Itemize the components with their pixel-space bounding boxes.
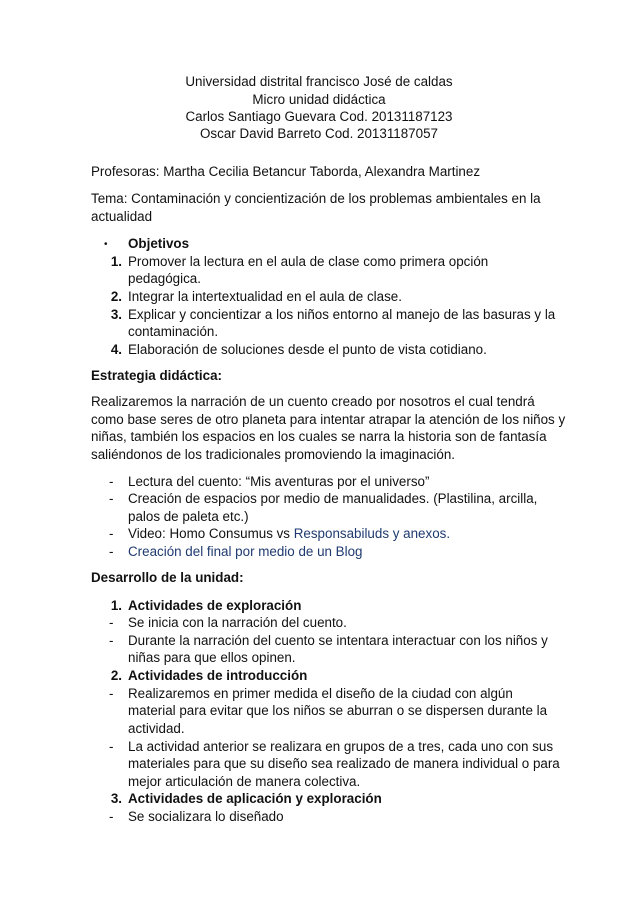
dash-marker: - — [109, 739, 114, 754]
objetivo-number: 3. — [110, 307, 122, 322]
section-3-title: Actividades de aplicación y exploración — [128, 791, 382, 806]
sec1-item-1: Se inicia con la narración del cuento. — [128, 615, 347, 630]
sec2-item-1-line-3: actividad. — [128, 721, 185, 736]
dash-marker: - — [109, 491, 114, 506]
sec2-item-2-line-3: mejor articulación de manera colectiva. — [128, 774, 361, 789]
estrategia-item-2-line-1: Creación de espacios por medio de manualidades. (Plastilina, arcilla, — [128, 491, 538, 506]
header-author-2: Oscar David Barreto Cod. 20131187057 — [200, 126, 438, 141]
estrategia-item-3-text: Video: Homo Consumus vs — [128, 526, 294, 541]
estrategia-item-3-link-text: Responsabiluds y anexos. — [293, 526, 451, 541]
dash-marker: - — [109, 474, 114, 489]
estrategia-heading: Estrategia didáctica: — [91, 368, 222, 383]
header-author-1: Carlos Santiago Guevara Cod. 20131187123 — [185, 109, 453, 124]
objetivo-number: 2. — [110, 289, 122, 304]
estrategia-paragraph-line-2: como base seres de otro planeta para intentar atrapar la atención de los niños y — [91, 412, 566, 427]
estrategia-item-4: Creación del final por medio de un Blog — [128, 544, 363, 559]
objetivo-number: 4. — [110, 342, 122, 357]
objetivo-3-line-2: contaminación. — [128, 324, 219, 339]
header-university: Universidad distrital francisco José de caldas — [185, 74, 453, 89]
sec2-item-2-line-2: materiales para que su diseño sea realizado de manera individual o para — [128, 756, 560, 771]
dash-marker: - — [109, 526, 114, 541]
tema-line-1: Tema: Contaminación y concientización de los problemas ambientales en la — [91, 191, 541, 206]
objetivo-4-line-1: Elaboración de soluciones desde el punto de vista cotidiano. — [128, 342, 487, 357]
dash-marker: - — [109, 615, 114, 630]
objetivo-number: 1. — [110, 254, 122, 269]
section-number: 2. — [110, 668, 122, 683]
dash-marker: - — [109, 633, 114, 648]
section-number: 1. — [110, 598, 122, 613]
sec3-item-1: Se socializara lo diseñado — [128, 809, 284, 824]
estrategia-item-2-line-2: palos de paleta etc.) — [128, 509, 249, 524]
sec2-item-1-line-2: material para evitar que los niños se aburran o se dispersen durante la — [128, 703, 548, 718]
section-number: 3. — [110, 791, 122, 806]
objetivo-3-line-1: Explicar y concientizar a los niños entorno al manejo de las basuras y la — [128, 307, 556, 322]
sec1-item-2-line-1: Durante la narración del cuento se intentara interactuar con los niños y — [128, 633, 548, 648]
objetivos-heading: Objetivos — [128, 236, 190, 251]
section-1-title: Actividades de exploración — [128, 598, 302, 613]
section-2-title: Actividades de introducción — [128, 668, 308, 683]
dash-marker: - — [109, 544, 114, 559]
estrategia-paragraph-line-3: niñas, también los espacios en los cuales se narra la historia son de fantasía — [91, 429, 547, 444]
header-subtitle: Micro unidad didáctica — [252, 92, 386, 107]
objetivo-2-line-1: Integrar la intertextualidad en el aula de clase. — [128, 289, 402, 304]
sec2-item-1-line-1: Realizaremos en primer medida el diseño de la ciudad con algún — [128, 686, 513, 701]
sec1-item-2-line-2: niñas para que ellos opinen. — [128, 650, 296, 665]
estrategia-paragraph-line-1: Realizaremos la narración de un cuento creado por nosotros el cual tendrá — [91, 394, 535, 409]
dash-marker: - — [109, 809, 114, 824]
objetivo-1-line-2: pedagógica. — [128, 271, 201, 286]
profesoras-line: Profesoras: Martha Cecilia Betancur Taborda, Alexandra Martinez — [91, 164, 481, 179]
estrategia-paragraph-line-4: saliéndonos de los tradicionales promoviendo la imaginación. — [91, 447, 455, 462]
objetivo-1-line-1: Promover la lectura en el aula de clase como primera opción — [128, 254, 489, 269]
tema-line-2: actualidad — [91, 209, 153, 224]
estrategia-item-1: Lectura del cuento: “Mis aventuras por el universo” — [128, 474, 430, 489]
dash-marker: - — [109, 686, 114, 701]
bullet-icon: • — [104, 239, 108, 250]
estrategia-item-3 — [128, 525, 450, 543]
desarrollo-heading: Desarrollo de la unidad: — [91, 570, 244, 585]
sec2-item-2-line-1: La actividad anterior se realizara en grupos de a tres, cada uno con sus — [128, 739, 554, 754]
